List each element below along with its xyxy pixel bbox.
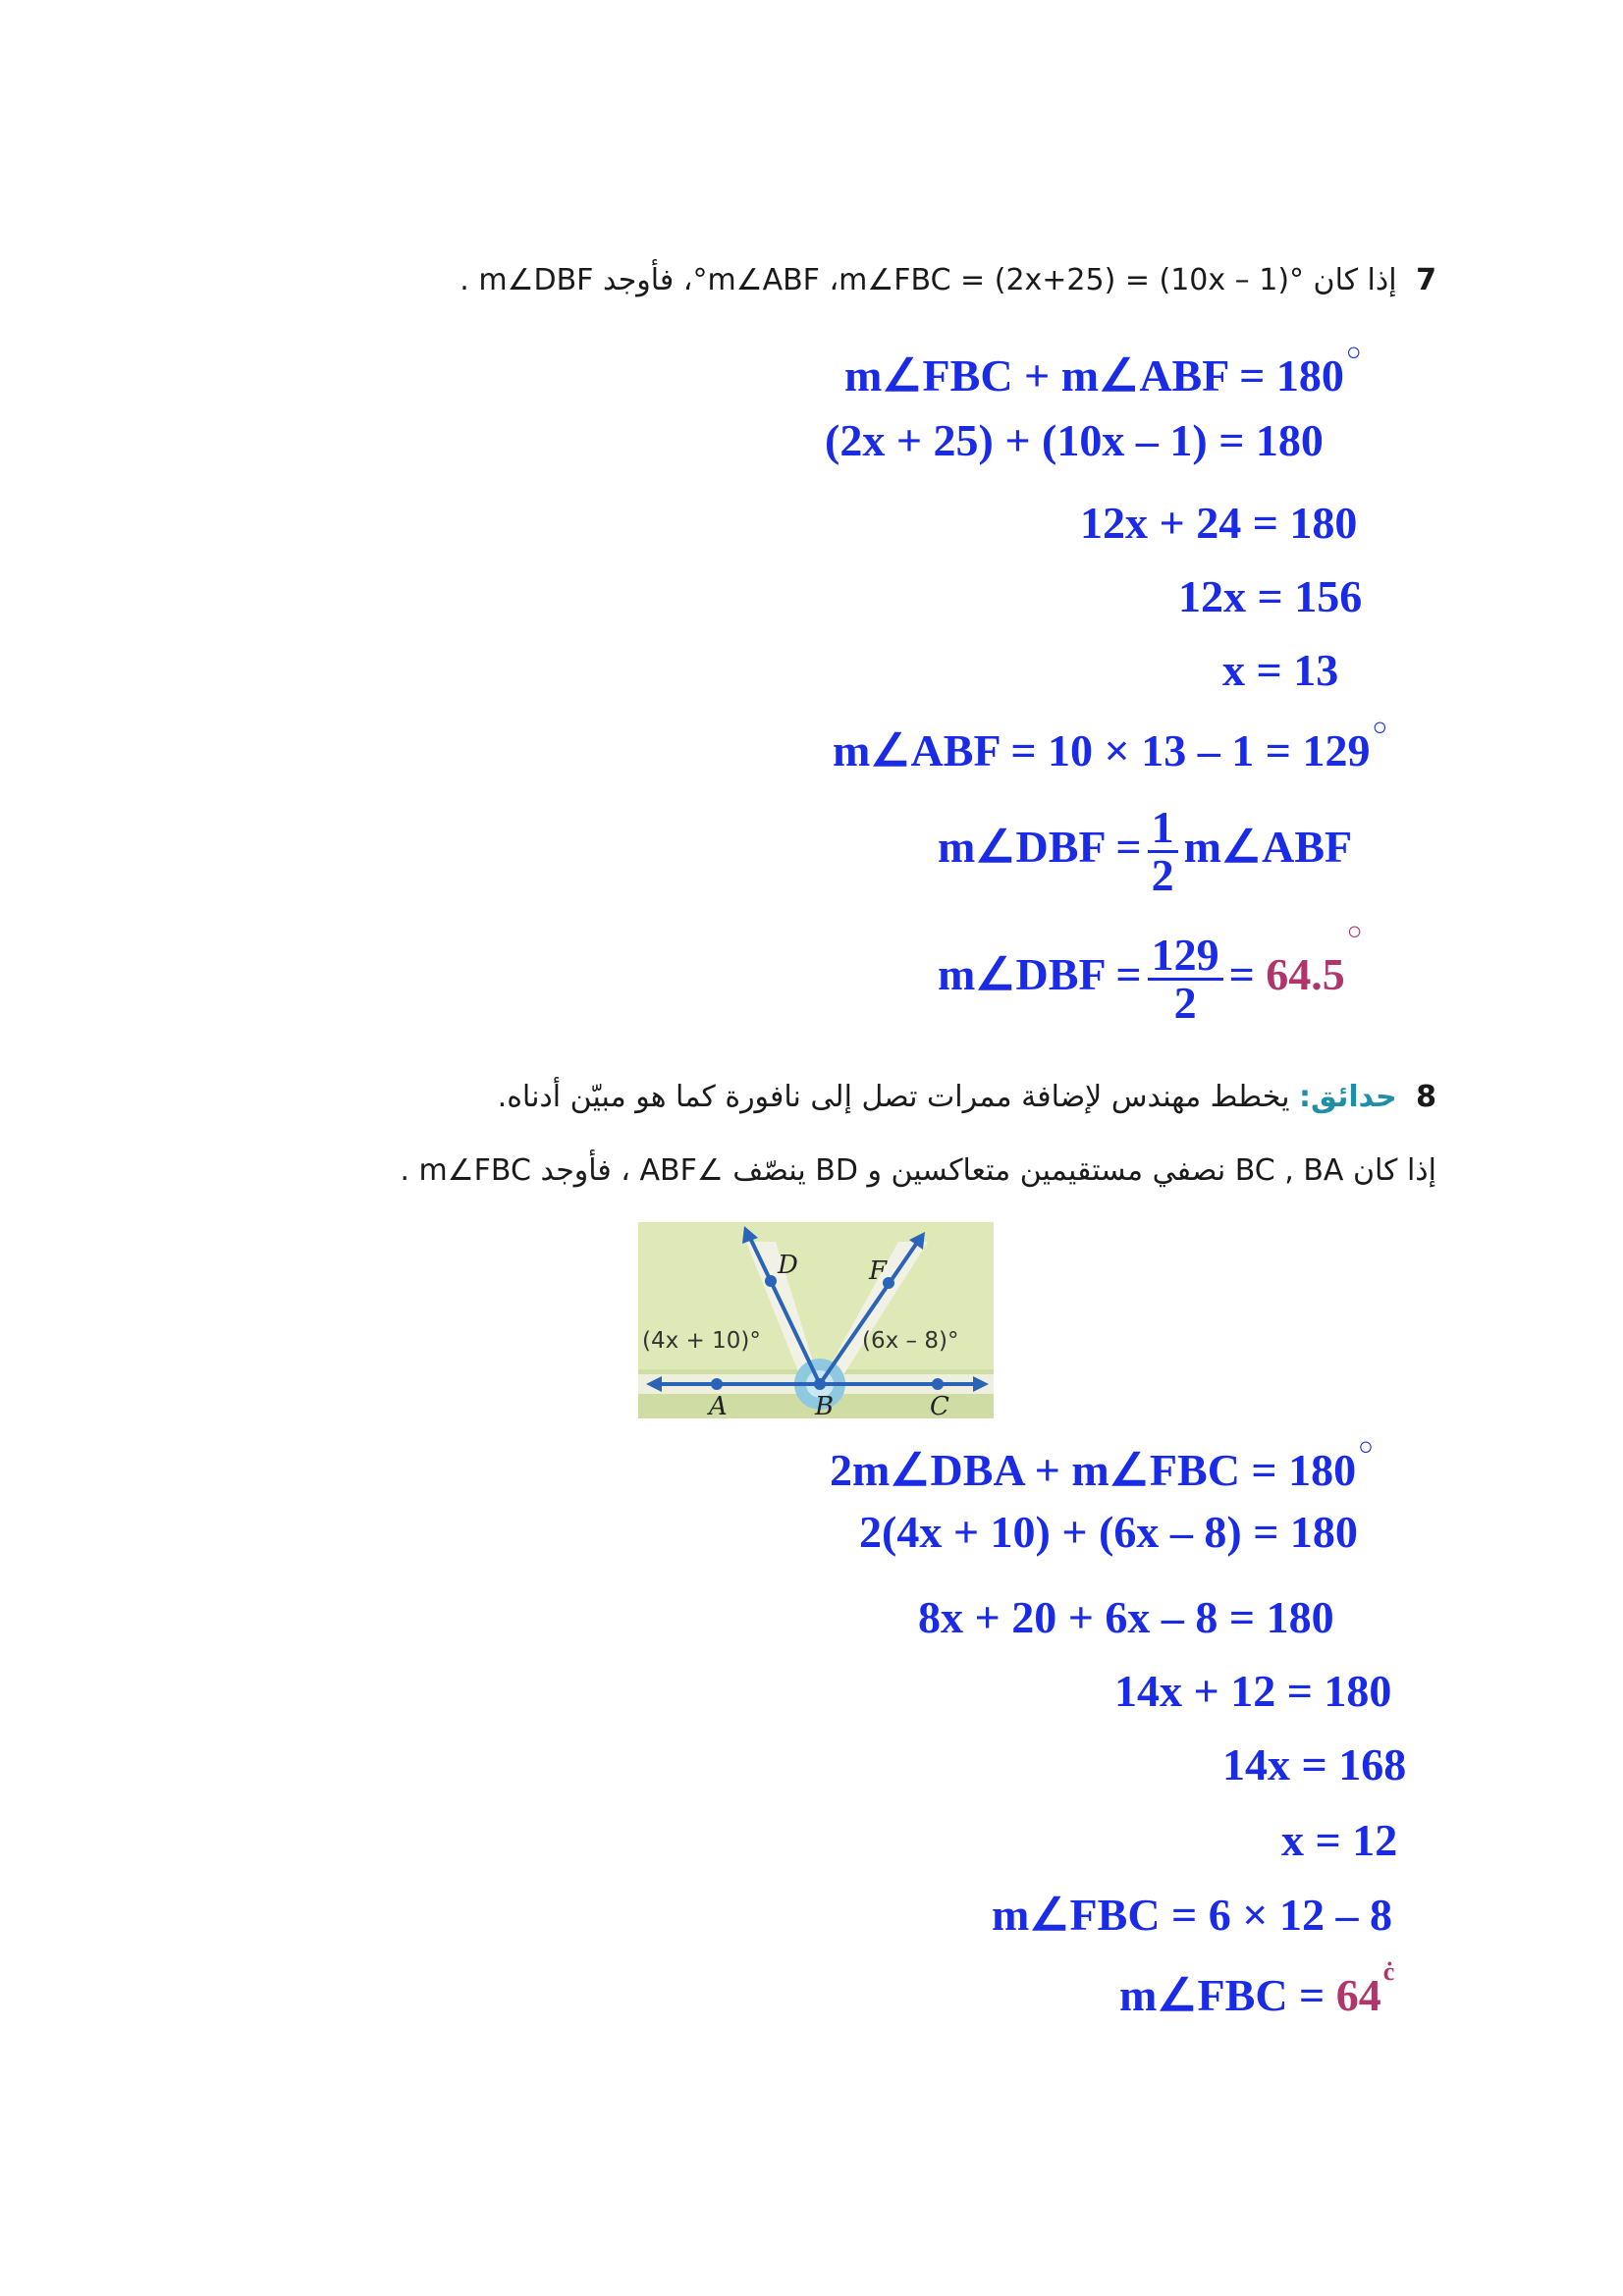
fraction-129-2: $\frac{129}{2}$ — [1148, 933, 1223, 1026]
sol7-line-3: 12x + 24 = 180 — [1080, 498, 1358, 548]
sol8-line-1: 2m∠DBA + m∠FBC = 180○ — [830, 1432, 1374, 1495]
result-8: 64 — [1335, 1970, 1381, 2020]
topic-label: حدائق: — [1299, 1080, 1397, 1114]
sol8-line-5: 14x = 168 — [1222, 1739, 1407, 1789]
sol8-line-7: m∠FBC = 6 × 12 – 8 — [992, 1890, 1392, 1940]
problem-number: 7 — [1416, 263, 1436, 297]
result-7: 64.5 — [1266, 949, 1345, 1000]
label-c: C — [930, 1392, 949, 1418]
sol7-line-6: m∠ABF = 10 × 13 – 1 = 129○ — [833, 713, 1388, 775]
sol7-line-8: m∠DBF = $\frac{129}{2}$ = 64.5○ — [938, 917, 1363, 1028]
problem-8-line-2: إذا كان BC , BA نصفي مستقيمين متعاكسين و BD ينصّف ∠ABF ، فأوجد m∠FBC . — [400, 1153, 1436, 1188]
sol8-line-2: 2(4x + 10) + (6x – 8) = 180 — [859, 1507, 1358, 1557]
label-d: D — [778, 1251, 798, 1280]
label-f: F — [869, 1256, 888, 1286]
right-angle-label: (6x – 8)° — [862, 1328, 959, 1354]
label-b: B — [815, 1392, 835, 1418]
label-a: A — [709, 1392, 728, 1418]
sol7-line-5: x = 13 — [1222, 645, 1339, 695]
angle-diagram — [638, 1222, 994, 1418]
problem-8-line-1: يخطط مهندس لإضافة ممرات تصل إلى نافورة كما هو مبيّن أدناه. — [497, 1080, 1290, 1114]
fraction-half: $\frac{1}{2}$ — [1148, 805, 1178, 898]
problem-number: 8 — [1416, 1080, 1436, 1114]
problem-8-statement-line-2 — [400, 1153, 1436, 1188]
sol8-line-8: m∠FBC = $64^ċ$ — [1119, 1957, 1395, 2020]
left-angle-label: (4x + 10)° — [642, 1328, 761, 1354]
problem-8-statement-line-1 — [498, 1080, 1436, 1114]
sol8-line-4: 14x + 12 = 180 — [1114, 1666, 1392, 1716]
sol7-line-1: m∠FBC + m∠ABF = 180○ — [844, 338, 1362, 400]
sol8-line-6: x = 12 — [1281, 1815, 1398, 1865]
sol8-line-3: 8x + 20 + 6x – 8 = 180 — [918, 1592, 1334, 1642]
sol7-line-4: 12x = 156 — [1178, 571, 1363, 621]
problem-7-text: إذا كان °(10x – 1) = m∠ABF ،m∠FBC = (2x+25)°، فأوجد m∠DBF . — [460, 263, 1397, 297]
sol7-line-7: m∠DBF = $\frac{1}{2}$ m∠ABF — [938, 802, 1353, 900]
problem-7-statement — [460, 263, 1436, 297]
sol7-line-2: (2x + 25) + (10x – 1) = 180 — [825, 415, 1324, 465]
